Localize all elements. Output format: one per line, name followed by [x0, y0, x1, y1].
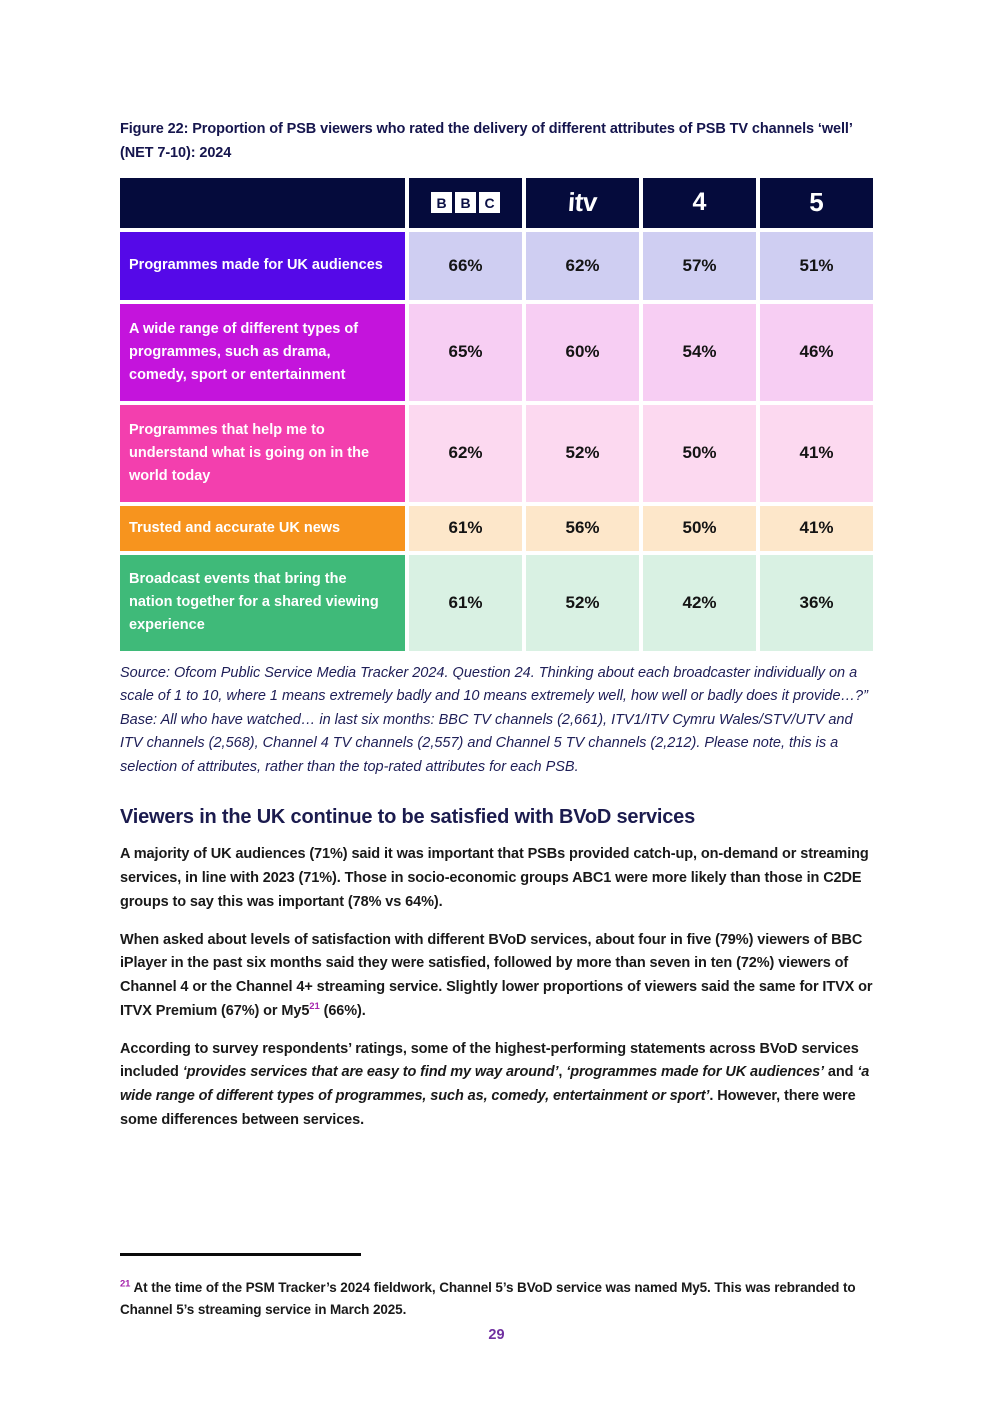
value-cell-channel5: 41% — [760, 405, 873, 502]
table-header-bbc — [409, 178, 522, 228]
value-cell-itv: 62% — [526, 232, 639, 300]
value-cell-bbc: 61% — [409, 506, 522, 551]
paragraph-1: A majority of UK audiences (71%) said it was important that PSBs provided catch-up, on-demand or streaming services, in line with 2023 (71%). Those in socio-economic groups ABC1 were more likely than those in C2DE groups to say this was important (78% vs 64%). — [120, 846, 869, 910]
itv-logo: itv — [567, 187, 599, 218]
channel4-logo: 4 — [692, 188, 707, 217]
value-cell-itv: 52% — [526, 405, 639, 502]
table-header-channel4 — [643, 178, 756, 228]
table-header-channel5 — [760, 178, 873, 228]
attribute-label: Programmes that help me to understand what is going on in the world today — [120, 405, 405, 502]
bbc-letter-box: C — [479, 192, 500, 213]
paragraph-3-text: . However, there were some differences between services. — [120, 1088, 856, 1128]
table-header-empty-cell — [120, 178, 405, 228]
paragraph-2-text-after: (66%). — [319, 1002, 366, 1019]
bbc-letter-box: B — [455, 192, 476, 213]
footnote-ref-link[interactable]: 21 — [309, 1001, 320, 1013]
figure-table — [120, 178, 873, 651]
quoted-statement: ‘provides services that are easy to find my way around’ — [182, 1064, 559, 1081]
channel5-logo: 5 — [809, 187, 824, 218]
paragraph-3-text: , — [558, 1064, 567, 1081]
quoted-statement: ‘programmes made for UK audiences’ — [566, 1064, 824, 1081]
value-cell-channel5: 36% — [760, 555, 873, 651]
quoted-statement: ‘a wide range of different types of programmes, such as, comedy, entertainment or sport’ — [120, 1064, 870, 1105]
footnote-divider — [120, 1253, 361, 1256]
attribute-label: Broadcast events that bring the nation together for a shared viewing experience — [120, 555, 405, 651]
value-cell-channel4: 57% — [643, 232, 756, 300]
value-cell-channel5: 46% — [760, 304, 873, 401]
attribute-label: Programmes made for UK audiences — [120, 232, 405, 300]
value-cell-bbc: 65% — [409, 304, 522, 401]
attribute-label: Trusted and accurate UK news — [120, 506, 405, 551]
value-cell-bbc: 62% — [409, 405, 522, 502]
paragraph-3 — [120, 1038, 873, 1133]
value-cell-itv: 60% — [526, 304, 639, 401]
value-cell-itv: 52% — [526, 555, 639, 651]
value-cell-bbc: 66% — [409, 232, 522, 300]
paragraph-2 — [120, 929, 873, 1024]
value-cell-channel4: 50% — [643, 405, 756, 502]
footnote-area — [120, 1253, 873, 1343]
section-heading: Viewers in the UK continue to be satisfied with BVoD services — [120, 806, 695, 829]
page-number: 29 — [488, 1326, 505, 1343]
value-cell-channel4: 54% — [643, 304, 756, 401]
bbc-logo — [431, 192, 500, 213]
value-cell-channel5: 51% — [760, 232, 873, 300]
paragraph-3-text: and — [823, 1064, 858, 1081]
attribute-label: A wide range of different types of programmes, such as drama, comedy, sport or entertainment — [120, 304, 405, 401]
value-cell-channel4: 50% — [643, 506, 756, 551]
figure-source-note: Source: Ofcom Public Service Media Tracker 2024. Question 24. Thinking about each broadcaster individually on a scale of 1 to 10, where 1 means extremely badly and 10 means extremely well, how well or badly does it provide…?” Base: All who have watched… in last six months: BBC TV channels (2,661), ITV1/ITV Cymru Wales/STV/UTV and ITV channels (2,568), Channel 4 TV channels (2,557) and Channel 5 TV channels (2,212). Please note, this is a selection of attributes, rather than the top-rated attributes for each PSB. — [120, 664, 868, 775]
footnote-21-text: At the time of the PSM Tracker’s 2024 fieldwork, Channel 5’s BVoD service was named My5. This was rebranded to Channel 5’s streaming service in March 2025. — [120, 1280, 856, 1318]
value-cell-itv: 56% — [526, 506, 639, 551]
value-cell-bbc: 61% — [409, 555, 522, 651]
figure-title: Figure 22: Proportion of PSB viewers who rated the delivery of different attributes of PSB TV channels ‘well’ (NET 7-10): 2024 — [120, 121, 852, 161]
paragraph-3-text: According to survey respondents’ ratings, some of the highest-performing statements across BVoD services included — [120, 1040, 859, 1081]
table-header-itv — [526, 178, 639, 228]
bbc-letter-box: B — [431, 192, 452, 213]
footnote-21-marker: 21 — [120, 1278, 131, 1290]
paragraph-2-text: When asked about levels of satisfaction with different BVoD services, about four in five (79%) viewers of BBC iPlayer in the past six months said they were satisfied, followed by more than seven in ten (72%) viewers of Channel 4 or the Channel 4+ streaming service. Slightly lower proportions of viewers said the same for ITVX or ITVX Premium (67%) or My5 — [120, 931, 873, 1019]
footnote-21 — [120, 1277, 873, 1322]
value-cell-channel5: 41% — [760, 506, 873, 551]
value-cell-channel4: 42% — [643, 555, 756, 651]
